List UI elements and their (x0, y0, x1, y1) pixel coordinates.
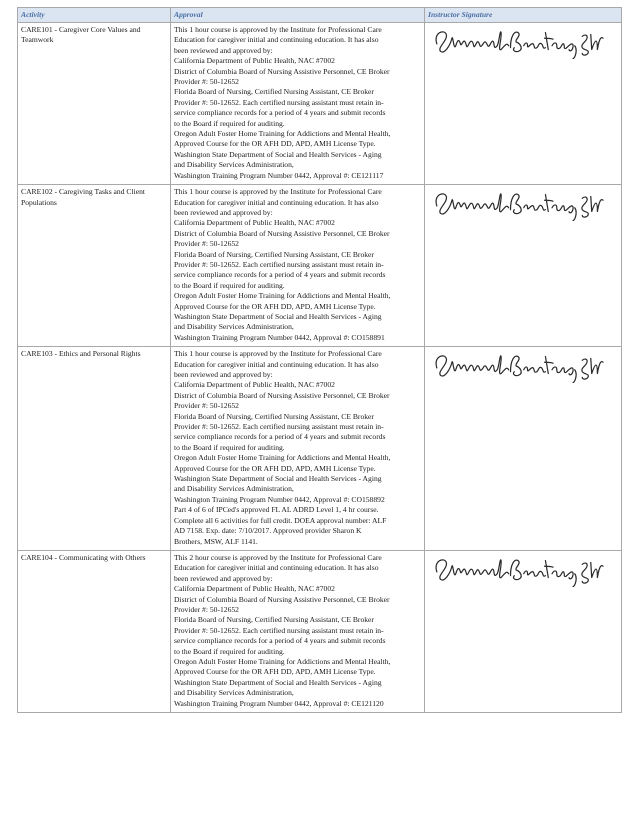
approval-cell (171, 347, 425, 551)
instructor-signature-image (428, 25, 610, 59)
activity-text-line: CARE102 - Caregiving Tasks and Client (21, 187, 145, 197)
approval-cell (171, 185, 425, 347)
approval-cell (171, 550, 425, 712)
approval-text-line: and Disability Services Administration, (174, 484, 294, 494)
instructor-signature-image (428, 553, 610, 587)
approval-text-line: and Disability Services Administration, (174, 688, 294, 698)
signature-stroke (436, 194, 509, 214)
approval-text-line: Education for caregiver initial and continuing education. It has also (174, 359, 379, 369)
approval-text-line: AD 7158. Exp. date: 7/10/2017. Approved provider Sharon K (174, 526, 362, 536)
approval-text-line: to the Board if required for auditing. (174, 646, 285, 656)
activity-cell (18, 550, 171, 712)
signature-cell (425, 185, 622, 347)
approval-text-line: California Department of Public Health, NAC #7002 (174, 380, 335, 390)
approval-text-line: Oregon Adult Foster Home Training for Addictions and Mental Health, (174, 291, 391, 301)
approval-text-line: District of Columbia Board of Nursing Assistive Personnel, CE Broker (174, 594, 390, 604)
table-row (18, 23, 622, 185)
approval-text-line: This 1 hour course is approved by the Institute for Professional Care (174, 187, 382, 197)
approval-text-line: Complete all 6 activities for full credit. DOEA approval number: ALF (174, 515, 387, 525)
approval-text-line: Washington Training Program Number 0442, Approval #: CO158891 (174, 332, 385, 342)
approval-text-line: Provider #: 50-12652. Each certified nursing assistant must retain in- (174, 422, 384, 432)
approval-text-line: District of Columbia Board of Nursing Assistive Personnel, CE Broker (174, 66, 390, 76)
approval-text-line: California Department of Public Health, NAC #7002 (174, 56, 335, 66)
signature-stroke (436, 356, 509, 376)
signature-stroke (573, 359, 603, 384)
approval-text-line: Provider #: 50-12652 (174, 239, 239, 249)
approval-text-line: and Disability Services Administration, (174, 160, 294, 170)
approval-text-line: been reviewed and approved by: (174, 370, 273, 379)
activity-cell (18, 347, 171, 551)
signature-stroke (511, 560, 574, 579)
signature-cell (425, 347, 622, 551)
approval-text-line: been reviewed and approved by: (174, 207, 273, 217)
approval-text-line: Brothers, MSW, ALF 1141. (174, 536, 258, 546)
signature-stroke (511, 32, 574, 51)
approval-text-line: Oregon Adult Foster Home Training for Addictions and Mental Health, (174, 129, 391, 139)
approval-text-line: Provider #: 50-12652. Each certified nursing assistant must retain in- (174, 259, 384, 269)
approval-text-line: Washington State Department of Social and Health Services - Aging (174, 311, 382, 321)
approval-text-line: to the Board if required for auditing. (174, 280, 285, 290)
approval-text-line: been reviewed and approved by: (174, 573, 273, 583)
instructor-signature-image (428, 349, 610, 383)
signature-header: Instructor Signature (425, 8, 622, 23)
activity-text-line: Populations (21, 197, 57, 207)
approval-text-line: Education for caregiver initial and continuing education. It has also (174, 35, 379, 45)
approval-text-line: been reviewed and approved by: (174, 45, 273, 55)
approval-text-line: Provider #: 50-12652 (174, 604, 239, 614)
approval-text-line: Florida Board of Nursing, Certified Nursing Assistant, CE Broker (174, 249, 374, 259)
approval-text-line: service compliance records for a period of 4 years and submit records (174, 432, 386, 442)
approval-text-line: service compliance records for a period of 4 years and submit records (174, 636, 386, 646)
table-row (18, 550, 622, 712)
signature-stroke (511, 356, 574, 375)
approval-text-line: Washington State Department of Social and Health Services - Aging (174, 677, 382, 687)
approval-header: Approval (171, 8, 425, 23)
approval-text-line: Part 4 of 6 of IPCed's approved FL AL ADRD Level 1, 4 hr course. (174, 505, 379, 515)
approval-text-line: Approved Course for the OR AFH DD, APD, AMH License Type. (174, 463, 376, 473)
signature-stroke (436, 560, 509, 580)
approval-text-line: Washington Training Program Number 0442, Approval #: CO158892 (174, 494, 385, 504)
signature-stroke (573, 197, 603, 222)
activity-cell (18, 23, 171, 185)
approval-text-line: Provider #: 50-12652 (174, 77, 239, 87)
signature-cell (425, 550, 622, 712)
signature-stroke (511, 194, 574, 213)
approval-text-line: California Department of Public Health, NAC #7002 (174, 218, 335, 228)
approval-text-line: Washington State Department of Social and Health Services - Aging (174, 149, 382, 159)
approval-text-line: to the Board if required for auditing. (174, 442, 285, 452)
approval-text-line: Washington Training Program Number 0442, Approval #: CE121117 (174, 170, 384, 180)
signature-cell (425, 23, 622, 185)
approval-text-line: California Department of Public Health, NAC #7002 (174, 584, 335, 594)
activity-text-line: CARE104 - Communicating with Others (21, 552, 146, 562)
table-header-row (18, 8, 622, 23)
approval-text-line: Approved Course for the OR AFH DD, APD, AMH License Type. (174, 667, 376, 677)
approval-text-line: Washington State Department of Social and Health Services - Aging (174, 474, 382, 484)
approval-text-line: service compliance records for a period of 4 years and submit records (174, 270, 386, 280)
instructor-signature-image (428, 187, 610, 221)
signature-stroke (573, 562, 603, 587)
approval-text-line: Oregon Adult Foster Home Training for Addictions and Mental Health, (174, 453, 391, 463)
approval-text-line: Washington Training Program Number 0442, Approval #: CE121120 (174, 698, 384, 708)
approval-text-line: This 1 hour course is approved by the Institute for Professional Care (174, 349, 382, 359)
table-row (18, 185, 622, 347)
approval-table (17, 7, 622, 713)
activity-text-line: CARE101 - Caregiver Core Values and (21, 25, 141, 34)
activity-text-line: Teamwork (21, 35, 54, 45)
approval-text-line: This 2 hour course is approved by the Institute for Professional Care (174, 552, 382, 562)
approval-text-line: District of Columbia Board of Nursing Assistive Personnel, CE Broker (174, 228, 390, 238)
approval-text-line: Education for caregiver initial and continuing education. It has also (174, 563, 379, 573)
document-page (17, 7, 621, 713)
activity-header: Activity (18, 8, 171, 23)
approval-text-line: and Disability Services Administration, (174, 322, 294, 332)
approval-text-line: Education for caregiver initial and continuing education. It has also (174, 197, 379, 207)
activity-cell (18, 185, 171, 347)
approval-text-line: Oregon Adult Foster Home Training for Addictions and Mental Health, (174, 656, 391, 666)
approval-text-line: District of Columbia Board of Nursing Assistive Personnel, CE Broker (174, 390, 390, 400)
approval-text-line: Florida Board of Nursing, Certified Nursing Assistant, CE Broker (174, 87, 374, 97)
approval-text-line: Provider #: 50-12652. Each certified nursing assistant must retain in- (174, 625, 384, 635)
approval-text-line: to the Board if required for auditing. (174, 118, 285, 128)
approval-text-line: Provider #: 50-12652. Each certified nursing assistant must retain in- (174, 97, 384, 107)
approval-text-line: service compliance records for a period of 4 years and submit records (174, 108, 386, 118)
approval-text-line: Florida Board of Nursing, Certified Nursing Assistant, CE Broker (174, 411, 374, 421)
approval-text-line: Approved Course for the OR AFH DD, APD, AMH License Type. (174, 301, 376, 311)
signature-stroke (573, 34, 603, 59)
approval-cell (171, 23, 425, 185)
approval-text-line: Approved Course for the OR AFH DD, APD, AMH License Type. (174, 139, 376, 149)
approval-text-line: This 1 hour course is approved by the Institute for Professional Care (174, 25, 382, 34)
approval-text-line: Provider #: 50-12652 (174, 401, 239, 411)
table-row (18, 347, 622, 551)
activity-text-line: CARE103 - Ethics and Personal Rights (21, 349, 141, 359)
table-body (18, 23, 622, 713)
approval-text-line: Florida Board of Nursing, Certified Nursing Assistant, CE Broker (174, 615, 374, 625)
signature-stroke (436, 32, 509, 52)
